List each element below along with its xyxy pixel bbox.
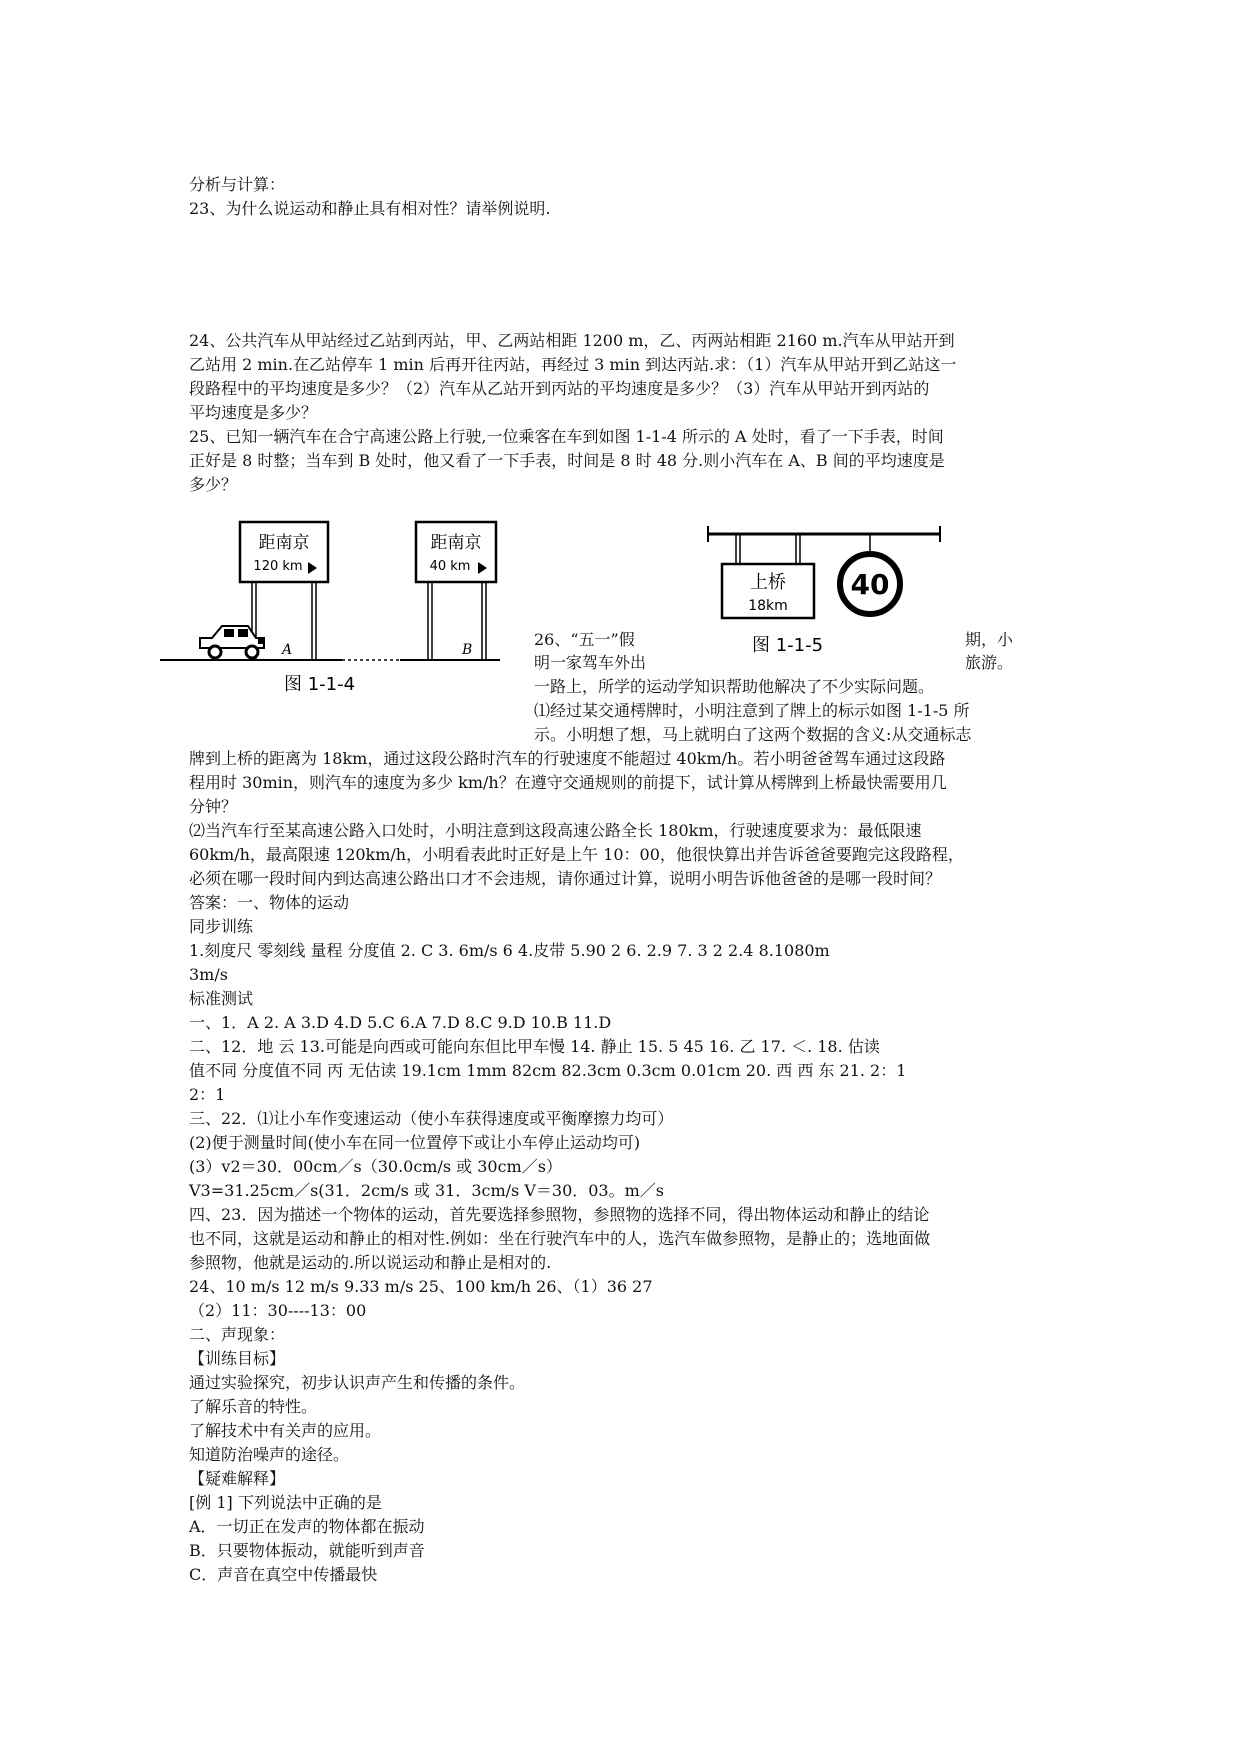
figure-1-1-4 — [160, 518, 530, 698]
sign-a-distance: 120 km — [253, 559, 303, 574]
question-26-line: 60km/h，最高限速 120km/h，小明看表此时正好是上午 10：00，他很快算出并告诉爸爸要跑完这段路程， — [189, 845, 964, 864]
point-a-label: A — [282, 642, 293, 658]
example-question: [例 1] 下列说法中正确的是 — [189, 1493, 382, 1512]
answers-line: 3m/s — [189, 965, 228, 984]
question-26-fragment: 期，小 — [965, 630, 1014, 649]
question-26-fragment: 旅游。 — [965, 653, 1014, 672]
question-25-line: 正好是 8 时整；当车到 B 处时，他又看了一下手表，时间是 8 时 48 分.则小汽车在 A、B 间的平均速度是 — [189, 451, 945, 470]
option-b: B．只要物体振动，就能听到声音 — [189, 1541, 425, 1560]
question-26-line: 必须在哪一段时间内到达高速公路出口才不会违规，请你通过计算，说明小明告诉他爸爸的是哪一段时间？ — [189, 869, 942, 888]
figure-caption: 图 1-1-4 — [284, 674, 356, 695]
question-23: 23、为什么说运动和静止具有相对性？请举例说明. — [189, 199, 551, 218]
answers-line: 标准测试 — [189, 989, 254, 1008]
question-24-line: 乙站用 2 min.在乙站停车 1 min 后再开往丙站，再经过 3 min 到达丙站.求：（1）汽车从甲站开到乙站这一 — [189, 355, 957, 374]
speed-limit-value: 40 — [850, 568, 890, 601]
answers-line: 三、22．⑴让小车作变速运动（使小车获得速度或平衡摩擦力均可） — [189, 1109, 674, 1128]
answers-line: 24、10 m/s 12 m/s 9.33 m/s 25、100 km/h 26、（1）36 27 — [189, 1277, 653, 1296]
bridge-sign-distance: 18km — [748, 598, 788, 614]
question-26-line: ⑴经过某交通樗牌时，小明注意到了牌上的标示如图 1-1-5 所 — [534, 701, 970, 720]
objective-item: 知道防治噪声的途径。 — [189, 1445, 350, 1464]
question-25-line: 多少？ — [189, 475, 238, 494]
question-25-line: 25、已知一辆汽车在合宁高速公路上行驶,一位乘客在车到如图 1-1-4 所示的 A 处时，看了一下手表，时间 — [189, 427, 944, 446]
answers-line: 同步训练 — [189, 917, 254, 936]
objective-item: 了解技术中有关声的应用。 — [189, 1421, 382, 1440]
option-c: C．声音在真空中传播最快 — [189, 1565, 378, 1584]
question-26-fragment: 26、“五一”假 — [534, 630, 635, 649]
objective-item: 了解乐音的特性。 — [189, 1397, 318, 1416]
question-24-line: 24、公共汽车从甲站经过乙站到丙站，甲、乙两站相距 1200 m，乙、丙两站相距 2160 m.汽车从甲站开到 — [189, 331, 955, 350]
objective-item: 通过实验探究，初步认识声产生和传播的条件。 — [189, 1373, 526, 1392]
answers-line: 也不同，这就是运动和静止的相对性.例如：坐在行驶汽车中的人，选汽车做参照物，是静止的；选地面做 — [189, 1229, 931, 1248]
answers-line: 一、1．A 2. A 3.D 4.D 5.C 6.A 7.D 8.C 9.D 10.B 11.D — [189, 1013, 612, 1032]
answers-line: （2）11：30----13：00 — [189, 1301, 367, 1320]
answers-line: (2)便于测量时间(使小车在同一位置停下或让小车停止运动均可) — [189, 1133, 641, 1152]
answers-line: 四、23．因为描述一个物体的运动，首先要选择参照物，参照物的选择不同，得出物体运动和静止的结论 — [189, 1205, 930, 1224]
question-26-line: ⑵当汽车行至某高速公路入口处时，小明注意到这段高速公路全长 180km，行驶速度要求为：最低限速 — [189, 821, 922, 840]
option-a: A．一切正在发声的物体都在振动 — [189, 1517, 425, 1536]
answers-line: (3）v2＝30．00cm／s（30.0cm/s 或 30cm／s） — [189, 1157, 562, 1176]
sign-b-distance: 40 km — [429, 559, 471, 574]
figure-1-1-5 — [700, 524, 950, 664]
answers-line: 二、12．地 云 13.可能是向西或可能向东但比甲车慢 14. 静止 15. 5 45 16. 乙 17. ＜. 18. 估读 — [189, 1037, 880, 1056]
sign-a-title: 距南京 — [258, 533, 310, 553]
section-heading: 分析与计算： — [189, 175, 286, 194]
answers-line: 值不同 分度值不同 丙 无估读 19.1cm 1mm 82cm 82.3cm 0.3cm 0.01cm 20. 西 西 东 21. 2：1 — [189, 1061, 907, 1080]
bridge-sign-title: 上桥 — [750, 572, 786, 593]
answers-line: 2：1 — [189, 1085, 226, 1104]
point-b-label: B — [462, 642, 473, 658]
question-26-line: 程用时 30min，则汽车的速度为多少 km/h？在遵守交通规则的前提下，试计算从樗牌到上桥最快需要用几 — [189, 773, 947, 792]
subsection-heading: 【疑难解释】 — [189, 1469, 286, 1488]
question-26-line: 分钟？ — [189, 797, 238, 816]
section-heading: 二、声现象： — [189, 1325, 286, 1344]
figure-caption: 图 1-1-5 — [752, 635, 824, 656]
question-24-line: 平均速度是多少？ — [189, 403, 318, 422]
question-26-line: 一路上，所学的运动学知识帮助他解决了不少实际问题。 — [534, 677, 935, 696]
question-26-line: 牌到上桥的距离为 18km，通过这段公路时汽车的行驶速度不能超过 40km/h。若小明爸爸驾车通过这段路 — [189, 749, 946, 768]
question-26-fragment: 明一家驾车外出 — [534, 653, 647, 672]
sign-b-title: 距南京 — [430, 533, 482, 553]
car-icon — [200, 626, 264, 658]
answers-line: V3=31.25cm／s(31．2cm/s 或 31．3cm/s V＝30．03。m／s — [189, 1181, 664, 1200]
answers-line: 参照物，他就是运动的.所以说运动和静止是相对的. — [189, 1253, 552, 1272]
answers-heading: 答案：一、物体的运动 — [189, 893, 350, 912]
question-26-line: 示。小明想了想，马上就明白了这两个数据的含义:从交通标志 — [534, 725, 972, 744]
question-24-line: 段路程中的平均速度是多少？（2）汽车从乙站开到丙站的平均速度是多少？（3）汽车从甲站开到丙站的 — [189, 379, 930, 398]
subsection-heading: 【训练目标】 — [189, 1349, 286, 1368]
answers-line: 1.刻度尺 零刻线 量程 分度值 2. C 3. 6m/s 6 4.皮带 5.90 2 6. 2.9 7. 3 2 2.4 8.1080m — [189, 941, 830, 960]
